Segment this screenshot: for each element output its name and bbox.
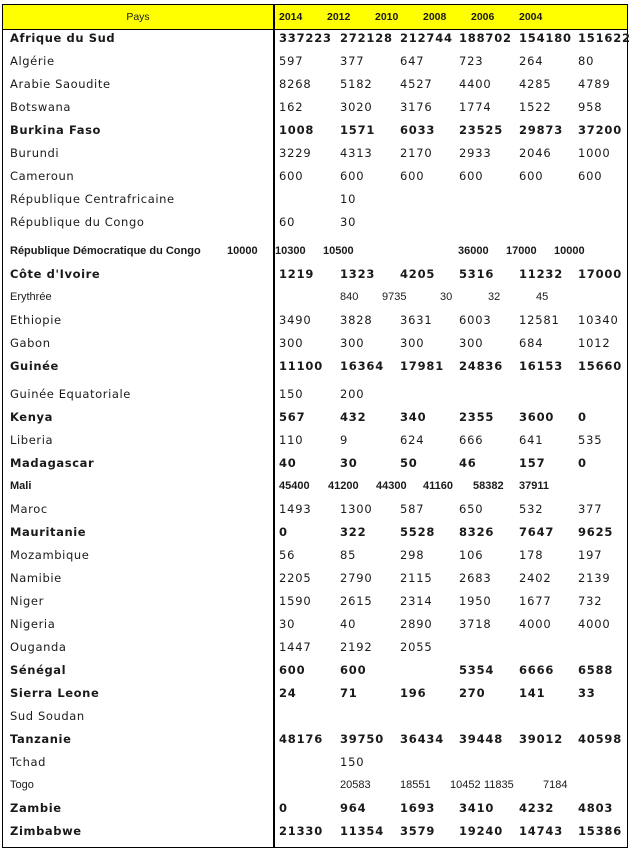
value-cell: 6033 [400, 123, 436, 137]
table-row [3, 707, 627, 725]
value-cell: 684 [519, 336, 544, 350]
table-row [3, 592, 627, 610]
value-cell: 6003 [459, 313, 492, 327]
value-cell: 3020 [340, 100, 373, 114]
value-cell: 23525 [459, 123, 504, 137]
country-name: Mali [10, 480, 32, 492]
value-cell: 10000 [554, 245, 585, 257]
value-cell: 4803 [578, 801, 614, 815]
value-cell: 300 [279, 336, 304, 350]
value-cell: 2790 [340, 571, 373, 585]
country-name: Tanzanie [10, 732, 72, 746]
table-row [3, 661, 627, 679]
value-cell: 178 [519, 548, 544, 562]
year-header-2004: 2004 [519, 11, 543, 23]
country-name: Guinée Equatoriale [10, 387, 131, 401]
value-cell: 3828 [340, 313, 373, 327]
value-cell: 0 [279, 525, 288, 539]
country-name: Zimbabwe [10, 824, 82, 838]
value-cell: 50 [400, 456, 418, 470]
value-cell: 1950 [459, 594, 492, 608]
table-row [3, 242, 627, 260]
value-cell: 270 [459, 686, 486, 700]
value-cell: 4285 [519, 77, 552, 91]
value-cell: 30 [279, 617, 296, 631]
table-row [3, 776, 627, 794]
year-header-2012: 2012 [327, 11, 351, 23]
value-cell: 840 [340, 291, 359, 303]
value-cell: 3600 [519, 410, 555, 424]
value-cell: 4205 [400, 267, 436, 281]
value-cell: 2115 [400, 571, 433, 585]
value-cell: 3176 [400, 100, 433, 114]
country-name: Sierra Leone [10, 686, 100, 700]
value-cell: 44300 [376, 480, 407, 492]
value-cell: 1008 [279, 123, 315, 137]
value-cell: 567 [279, 410, 306, 424]
value-cell: 56 [279, 548, 296, 562]
country-name: République Démocratique du Congo [10, 245, 201, 257]
value-cell: 16153 [519, 359, 564, 373]
table-row [3, 822, 627, 840]
table-row [3, 684, 627, 702]
value-cell: 1493 [279, 502, 312, 516]
value-cell: 0 [578, 456, 587, 470]
value-cell: 85 [340, 548, 357, 562]
value-cell: 3631 [400, 313, 433, 327]
country-name: Ethiopie [10, 313, 62, 327]
table-row [3, 167, 627, 185]
value-cell: 60 [279, 215, 296, 229]
value-cell: 2615 [340, 594, 373, 608]
country-name: Côte d'Ivoire [10, 267, 101, 281]
value-cell: 2683 [459, 571, 492, 585]
value-cell: 600 [400, 169, 425, 183]
value-cell: 641 [519, 433, 544, 447]
country-name: Namibie [10, 571, 62, 585]
table-row [3, 753, 627, 771]
value-cell: 2314 [400, 594, 433, 608]
value-cell: 8326 [459, 525, 495, 539]
value-cell: 196 [400, 686, 427, 700]
country-name: Niger [10, 594, 44, 608]
value-cell: 3490 [279, 313, 312, 327]
value-cell: 36434 [400, 732, 445, 746]
value-cell: 10340 [578, 313, 619, 327]
value-cell: 5182 [340, 77, 373, 91]
value-cell: 40 [279, 456, 297, 470]
table-row [3, 29, 631, 47]
value-cell: 4313 [340, 146, 373, 160]
value-cell: 2933 [459, 146, 492, 160]
data-table [2, 4, 631, 848]
value-cell: 11100 [279, 359, 324, 373]
value-cell: 2139 [578, 571, 611, 585]
value-cell: 17000 [506, 245, 537, 257]
value-cell: 110 [279, 433, 304, 447]
country-name: Nigeria [10, 617, 56, 631]
country-name: Erythrée [10, 291, 52, 303]
value-cell: 11835 [484, 779, 514, 791]
value-cell: 3229 [279, 146, 312, 160]
value-cell: 30 [340, 215, 357, 229]
value-cell: 647 [400, 54, 425, 68]
country-name: Burundi [10, 146, 60, 160]
value-cell: 4232 [519, 801, 555, 815]
value-cell: 32 [488, 291, 501, 303]
value-cell: 29873 [519, 123, 564, 137]
value-cell: 624 [400, 433, 425, 447]
value-cell: 6588 [578, 663, 614, 677]
value-cell: 21330 [279, 824, 324, 838]
pays-header: Pays [126, 11, 150, 23]
table-row [3, 334, 627, 352]
value-cell: 964 [340, 801, 367, 815]
value-cell: 40 [340, 617, 357, 631]
value-cell: 5316 [459, 267, 495, 281]
value-cell: 141 [519, 686, 546, 700]
country-name: Togo [10, 779, 34, 791]
value-cell: 3718 [459, 617, 492, 631]
value-cell: 11232 [519, 267, 564, 281]
value-cell: 36000 [458, 245, 489, 257]
table-row [3, 144, 627, 162]
table-row [3, 408, 627, 426]
value-cell: 666 [459, 433, 484, 447]
country-name: Mauritanie [10, 525, 87, 539]
value-cell: 2046 [519, 146, 552, 160]
table-row [3, 385, 627, 403]
value-cell: 0 [578, 410, 587, 424]
value-cell: 1522 [519, 100, 552, 114]
value-cell: 600 [279, 169, 304, 183]
value-cell: 4000 [578, 617, 611, 631]
table-row [3, 98, 627, 116]
year-header-2014: 2014 [279, 11, 303, 23]
value-cell: 0 [279, 801, 288, 815]
table-row [3, 523, 627, 541]
value-cell: 532 [519, 502, 544, 516]
value-cell: 30 [340, 456, 358, 470]
value-cell: 9735 [382, 291, 407, 303]
value-cell: 197 [578, 548, 603, 562]
value-cell: 45 [536, 291, 549, 303]
value-cell: 1590 [279, 594, 312, 608]
value-cell: 377 [578, 502, 603, 516]
value-cell: 4000 [519, 617, 552, 631]
value-cell: 300 [340, 336, 365, 350]
value-cell: 600 [340, 169, 365, 183]
value-cell: 300 [459, 336, 484, 350]
table-row [3, 546, 627, 564]
value-cell: 8268 [279, 77, 312, 91]
value-cell: 600 [340, 663, 367, 677]
country-name: Ouganda [10, 640, 67, 654]
value-cell: 600 [578, 169, 603, 183]
table-row [3, 75, 627, 93]
value-cell: 24 [279, 686, 297, 700]
value-cell: 7647 [519, 525, 555, 539]
country-name: Burkina Faso [10, 123, 102, 137]
value-cell: 535 [578, 433, 603, 447]
value-cell: 39448 [459, 732, 504, 746]
value-cell: 2205 [279, 571, 312, 585]
value-cell: 10000 [227, 245, 258, 257]
value-cell: 9625 [578, 525, 614, 539]
value-cell: 39750 [340, 732, 385, 746]
value-cell: 20583 [340, 779, 371, 791]
table-row [3, 431, 627, 449]
value-cell: 1012 [578, 336, 611, 350]
value-cell: 212744 [400, 31, 453, 45]
value-cell: 46 [459, 456, 477, 470]
table-row [3, 288, 627, 306]
value-cell: 1219 [279, 267, 315, 281]
value-cell: 377 [340, 54, 365, 68]
country-name: Madagascar [10, 456, 95, 470]
country-name: Guinée [10, 359, 59, 373]
value-cell: 4527 [400, 77, 433, 91]
value-cell: 40598 [578, 732, 623, 746]
value-cell: 150 [279, 387, 304, 401]
value-cell: 1000 [578, 146, 611, 160]
value-cell: 298 [400, 548, 425, 562]
table-row [3, 121, 627, 139]
value-cell: 600 [279, 663, 306, 677]
value-cell: 322 [340, 525, 367, 539]
value-cell: 264 [519, 54, 544, 68]
country-name: République Centrafricaine [10, 192, 175, 206]
country-name: Sénégal [10, 663, 67, 677]
value-cell: 37911 [519, 480, 549, 492]
value-cell: 650 [459, 502, 484, 516]
value-cell: 33 [578, 686, 596, 700]
value-cell: 272128 [340, 31, 393, 45]
value-cell: 17000 [578, 267, 623, 281]
country-name: Cameroun [10, 169, 75, 183]
table-row [3, 52, 627, 70]
value-cell: 1323 [340, 267, 376, 281]
value-cell: 1677 [519, 594, 552, 608]
table-row [3, 357, 627, 375]
value-cell: 6666 [519, 663, 555, 677]
value-cell: 600 [519, 169, 544, 183]
value-cell: 71 [340, 686, 358, 700]
value-cell: 154180 [519, 31, 572, 45]
value-cell: 432 [340, 410, 367, 424]
value-cell: 4400 [459, 77, 492, 91]
value-cell: 300 [400, 336, 425, 350]
value-cell: 14743 [519, 824, 564, 838]
value-cell: 597 [279, 54, 304, 68]
table-row [3, 638, 627, 656]
value-cell: 11354 [340, 824, 385, 838]
value-cell: 2355 [459, 410, 495, 424]
value-cell: 45400 [279, 480, 310, 492]
value-cell: 1300 [340, 502, 373, 516]
table-row [3, 454, 627, 472]
value-cell: 41200 [328, 480, 359, 492]
value-cell: 1774 [459, 100, 492, 114]
value-cell: 162 [279, 100, 304, 114]
value-cell: 732 [578, 594, 603, 608]
value-cell: 1693 [400, 801, 436, 815]
value-cell: 30 [440, 291, 453, 303]
table-header [3, 5, 627, 30]
value-cell: 2890 [400, 617, 433, 631]
value-cell: 10 [340, 192, 357, 206]
value-cell: 41160 [423, 480, 453, 492]
table-row [3, 799, 627, 817]
year-header-2010: 2010 [375, 11, 399, 23]
value-cell: 2170 [400, 146, 433, 160]
value-cell: 2192 [340, 640, 373, 654]
country-name: Sud Soudan [10, 709, 85, 723]
table-row [3, 569, 627, 587]
value-cell: 600 [459, 169, 484, 183]
value-cell: 150 [340, 755, 365, 769]
value-cell: 10452 [450, 779, 481, 791]
value-cell: 19240 [459, 824, 504, 838]
value-cell: 17981 [400, 359, 445, 373]
value-cell: 958 [578, 100, 603, 114]
country-name: Gabon [10, 336, 51, 350]
table-row [3, 311, 627, 329]
value-cell: 9 [340, 433, 349, 447]
table-row [3, 265, 627, 283]
country-name: Tchad [10, 755, 47, 769]
table-row [3, 477, 627, 495]
value-cell: 5354 [459, 663, 495, 677]
value-cell: 37200 [578, 123, 623, 137]
value-cell: 39012 [519, 732, 564, 746]
value-cell: 106 [459, 548, 484, 562]
table-row [3, 190, 627, 208]
value-cell: 151622 [578, 31, 631, 45]
value-cell: 10500 [323, 245, 354, 257]
country-name: Maroc [10, 502, 48, 516]
country-name: Algérie [10, 54, 55, 68]
value-cell: 80 [578, 54, 595, 68]
year-header-2006: 2006 [471, 11, 495, 23]
country-name: Afrique du Sud [10, 31, 116, 45]
country-name: Zambie [10, 801, 62, 815]
value-cell: 18551 [400, 779, 431, 791]
table-row [3, 213, 627, 231]
table-row [3, 615, 627, 633]
value-cell: 3579 [400, 824, 436, 838]
value-cell: 58382 [473, 480, 504, 492]
value-cell: 24836 [459, 359, 504, 373]
value-cell: 1571 [340, 123, 376, 137]
country-name: Arabie Saoudite [10, 77, 111, 91]
country-name: Liberia [10, 433, 54, 447]
table-row [3, 730, 627, 748]
value-cell: 200 [340, 387, 365, 401]
value-cell: 12581 [519, 313, 560, 327]
country-name: Botswana [10, 100, 72, 114]
value-cell: 15386 [578, 824, 623, 838]
value-cell: 7184 [543, 779, 568, 791]
value-cell: 337223 [279, 31, 332, 45]
value-cell: 16364 [340, 359, 385, 373]
year-header-2008: 2008 [423, 11, 447, 23]
value-cell: 15660 [578, 359, 623, 373]
value-cell: 4789 [578, 77, 611, 91]
country-name: Kenya [10, 410, 53, 424]
value-cell: 188702 [459, 31, 512, 45]
value-cell: 48176 [279, 732, 324, 746]
country-name: Mozambique [10, 548, 90, 562]
value-cell: 157 [519, 456, 546, 470]
value-cell: 10300 [275, 245, 306, 257]
value-cell: 1447 [279, 640, 312, 654]
table-row [3, 500, 627, 518]
value-cell: 340 [400, 410, 427, 424]
country-name: République du Congo [10, 215, 145, 229]
value-cell: 5528 [400, 525, 436, 539]
value-cell: 2402 [519, 571, 552, 585]
value-cell: 587 [400, 502, 425, 516]
value-cell: 3410 [459, 801, 495, 815]
value-cell: 2055 [400, 640, 433, 654]
value-cell: 723 [459, 54, 484, 68]
